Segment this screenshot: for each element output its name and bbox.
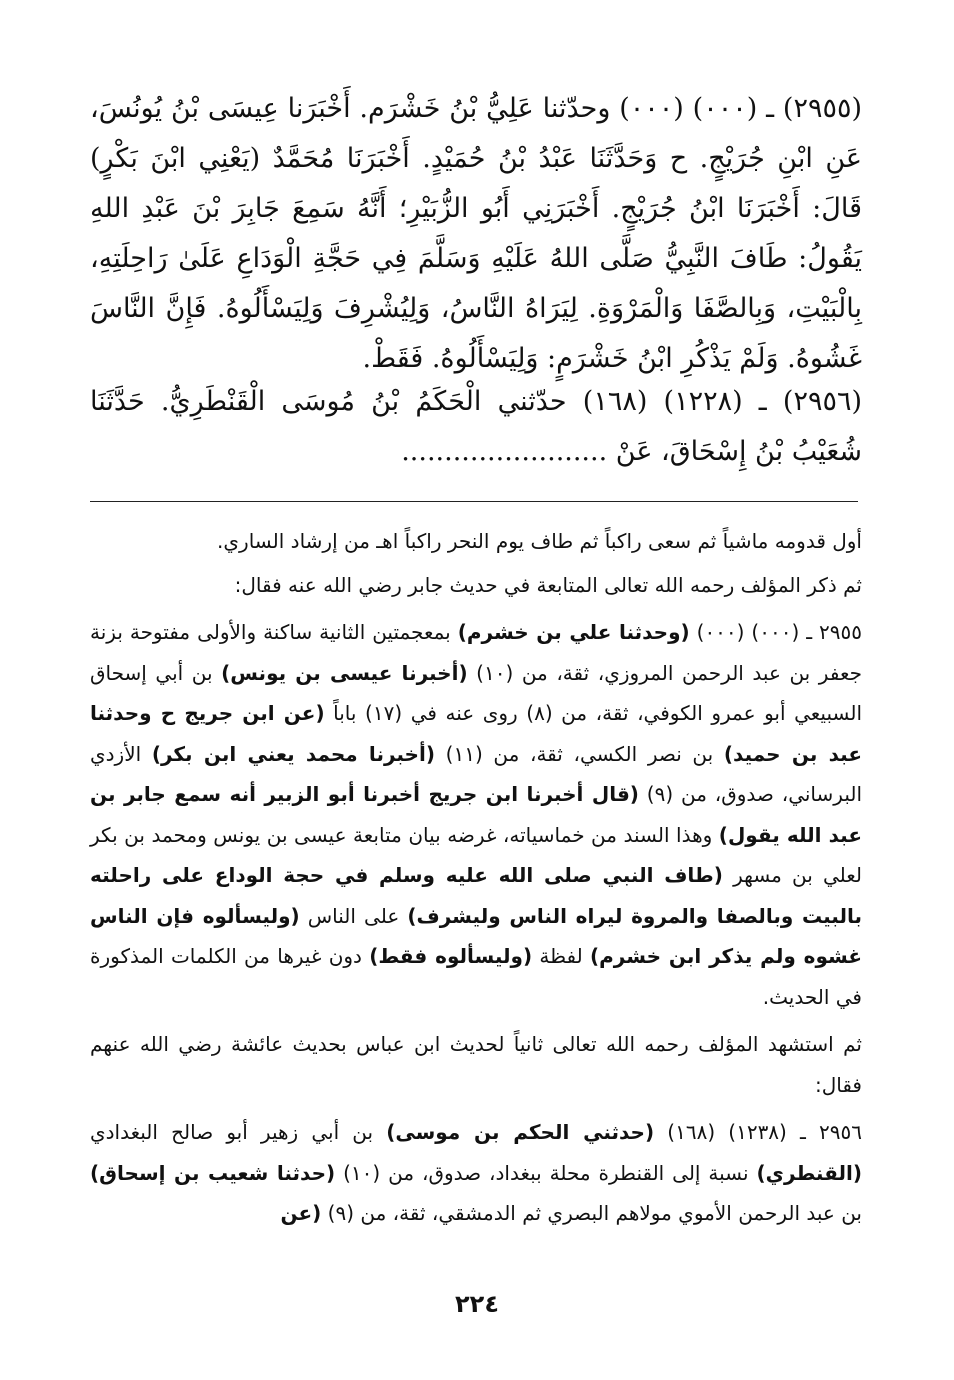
bold-quote-segment: (وليسألوه فإن الناس غشوه ولم يذكر ابن خشرم) [90, 903, 862, 968]
bold-quote-segment: (عن ابن جريج ح وحدثنا عبد بن حميد) [90, 701, 862, 766]
text-segment: بن عبد الرحمن الأموي مولاهم البصري ثم الدمشقي، ثقة، من (٩) [321, 1201, 862, 1225]
text-segment: لفظة [532, 944, 590, 968]
hadith-2956-paragraph: (٢٩٥٦) ـ (١٢٢٨) (١٦٨) حدّثني الْحَكَمُ بْنُ مُوسَى الْقَنْطَرِيُّ. حَدَّثَنَا شُعَيْبُ بْنُ إِسْحَاقَ، عَنْ ........................ [90, 386, 862, 467]
text-segment: بمعجمتين الثانية ساكنة والأولى مفتوحة بزنة جعفر بن عبد الرحمن المروزي، ثقة، من (١٠) [90, 620, 862, 685]
text-segment: الأزدي البرساني، صدوق، من (٩) [90, 741, 862, 806]
bold-quote-segment: (وحدثنا علي بن خشرم) [457, 620, 690, 644]
text-segment: ٢٩٥٥ ـ (٠٠٠) (٠٠٠) [689, 620, 862, 644]
hadith-text-2955 [90, 84, 862, 384]
text-segment: دون غيرها من الكلمات المذكورة في الحديث. [90, 944, 862, 1009]
hadith-2955-paragraph: (٢٩٥٥) ـ (٠٠٠) (٠٠٠) وحدّثنا عَلِيُّ بْنُ خَشْرَم. أَخْبَرَنا عِيسَى بْنُ يُونُسَ، عَنِ ابْنِ جُرَيْجٍ. ح وَحَدَّثَنَا عَبْدُ بْنُ حُمَيْدٍ. أَخْبَرَنَا مُحَمَّدٌ (يَعْنِي ابْنَ بَكْرٍ) قَالَ: أَخْبَرَنَا ابْنُ جُرَيْجٍ. أَخْبَرَنِي أَبُو الزُّبَيْرِ؛ أَنَّهُ سَمِعَ جَابِرَ بْنَ عَبْدِ اللهِ يَقُولُ: طَافَ النَّبِيُّ صَلَّى اللهُ عَلَيْهِ وَسَلَّمَ فِي حَجَّةِ الْوَدَاعِ عَلَىٰ رَاحِلَتِهِ، بِالْبَيْتِ، وَبِالصَّفَا وَالْمَرْوَةِ. لِيَرَاهُ النَّاسُ، وَلِيُشْرِفَ وَلِيَسْأَلُوهُ. فَإِنَّ النَّاسَ غَشُوهُ. وَلَمْ يَذْكُرِ ابْنُ خَشْرَمٍ: وَلِيَسْأَلُوهُ. فَقَطْ. [90, 93, 863, 374]
bold-quote-segment: (طاف النبي صلى الله عليه وسلم في حجة الوداع على راحلته بالبيت وبالصفا والمروة ليراه الناس وليشرف) [90, 863, 862, 928]
text-segment: بن نصر الكسي، ثقة، من (١١) [434, 741, 724, 766]
commentary-paragraph-3 [90, 612, 862, 1017]
text-segment: على الناس [299, 903, 408, 928]
bold-quote-segment: (حدثني الحكم بن موسى) [386, 1120, 655, 1144]
commentary-paragraph-5 [90, 1112, 862, 1234]
hadith-text-2956 [90, 377, 862, 477]
bold-quote-segment: (وليسألوه فقط) [369, 944, 533, 968]
text-segment: بن أبي إسحاق السبيعي أبو عمرو الكوفي، ثقة، من (٨) روى عنه في (١٧) باباً [90, 660, 862, 725]
text-segment: وهذا السند من خماسياته، غرضه بيان متابعة عيسى بن يونس ومحمد بن بكر لعلي بن مسهر [90, 822, 862, 887]
bold-quote-segment: (قال أخبرنا ابن جريج أخبرنا أبو الزبير أنه سمع جابر بن عبد الله يقول) [90, 782, 862, 847]
bold-quote-segment: (عن [280, 1201, 322, 1225]
commentary-paragraph-4: ثم استشهد المؤلف رحمه الله تعالى ثانياً لحديث ابن عباس بحديث عائشة رضي الله عنهم فقال: [90, 1032, 862, 1097]
text-segment: بن أبي زهير أبو صالح البغدادي [90, 1120, 387, 1144]
bold-quote-segment: (أخبرنا محمد يعني ابن بكر) [151, 741, 435, 766]
bold-quote-segment: (أخبرنا عيسى بن يونس) [221, 660, 468, 685]
page-number: ٢٢٤ [455, 1290, 499, 1318]
commentary-section [90, 521, 862, 1241]
bold-quote-segment: (حدثنا شعيب بن إسحاق) [90, 1160, 336, 1185]
bold-quote-segment: (القنطري) [756, 1160, 862, 1185]
footnote-separator [90, 501, 858, 502]
commentary-paragraph-2: ثم ذكر المؤلف رحمه الله تعالى المتابعة في حديث جابر رضي الله عنه فقال: [234, 572, 862, 597]
text-segment: نسبة إلى القنطرة محلة ببغداد، صدوق، من (١٠) [335, 1160, 757, 1185]
text-segment: ٢٩٥٦ ـ (١٢٣٨) (١٦٨) [654, 1120, 862, 1144]
commentary-paragraph-1: أول قدومه ماشياً ثم سعى راكباً ثم طاف يوم النحر راكباً اهـ من إرشاد الساري. [217, 529, 862, 553]
